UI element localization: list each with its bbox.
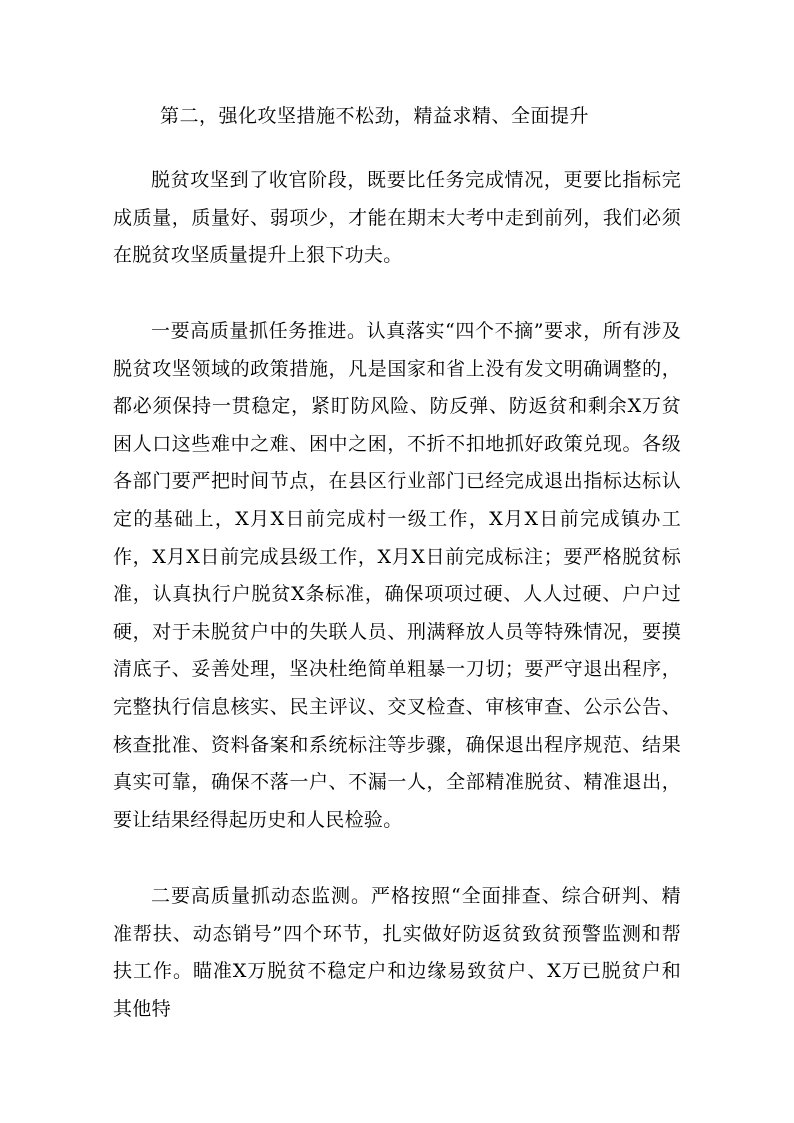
paragraph-task-advancement: 一要高质量抓任务推进。认真落实“四个不摘”要求，所有涉及脱贫攻坚领域的政策措施，凡是国家和省上没有发文明确调整的，都必须保持一贯稳定，紧盯防风险、防反弹、防返贫和剩余X万贫困人口这些难中之难、困中之困，不折不扣地抓好政策兑现。各级各部门要严把时间节点，在县区行业部门已经完成退出指标达标认定的基础上，X月X日前完成村一级工作，X月X日前完成镇办工作，X月X日前完成县级工作，X月X日前完成标注；要严格脱贫标准，认真执行户脱贫X条标准，确保项项过硬、人人过硬、户户过硬，对于未脱贫户中的失联人员、刑满释放人员等特殊情况，要摸清底子、妥善处理，坚决杜绝简单粗暴一刀切；要严守退出程序，完整执行信息核实、民主评议、交叉检查、审核审查、公示公告、核查批准、资料备案和系统标注等步骤，确保退出程序规范、结果真实可靠，确保不落一户、不漏一人，全部精准脱贫、精准退出，要让结果经得起历史和人民检验。	[113, 320, 681, 831]
section-heading: 第二，强化攻坚措施不松劲，精益求精、全面提升	[160, 105, 590, 127]
paragraph-intro: 脱贫攻坚到了收官阶段，既要比任务完成情况，更要比指标完成质量，质量好、弱项少，才能在期末大考中走到前列，我们必须在脱贫攻坚质量提升上狠下功夫。	[113, 169, 681, 267]
paragraph-dynamic-monitoring: 二要高质量抓动态监测。严格按照“全面排查、综合研判、精准帮扶、动态销号”四个环节，扎实做好防返贫致贫预警监测和帮扶工作。瞄准X万脱贫不稳定户和边缘易致贫户、X万已脱贫户和其他特	[113, 885, 681, 1020]
